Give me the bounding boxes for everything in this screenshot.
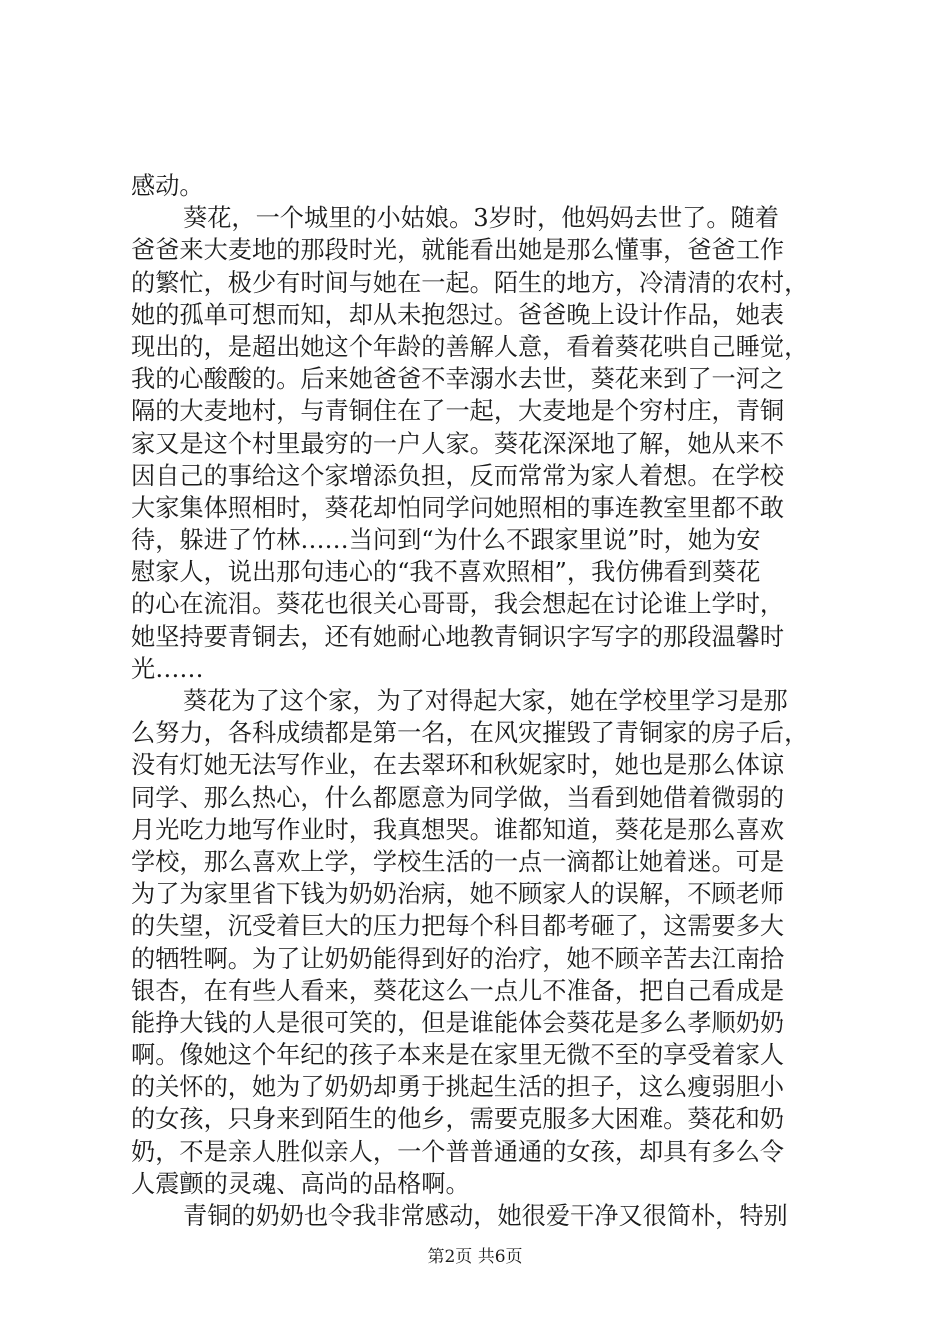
text-line: 她的孤单可想而知，却从未抱怨过。爸爸晚上设计作品，她表	[131, 300, 785, 329]
text-line: 银杏，在有些人看来，葵花这么一点儿不准备，把自己看成是	[131, 976, 785, 1005]
text-line: 现出的，是超出她这个年龄的善解人意，看着葵花哄自己睡觉，	[131, 332, 809, 361]
text-line: 学校，那么喜欢上学，学校生活的一点一滴都让她着迷。可是	[131, 847, 785, 876]
text-line: 能挣大钱的人是很可笑的，但是谁能体会葵花是多么孝顺奶奶	[131, 1008, 785, 1037]
text-line: 奶，不是亲人胜似亲人，一个普普通通的女孩，却具有多么令	[131, 1137, 785, 1166]
text-line: 葵花，一个城里的小姑娘。3岁时，他妈妈去世了。随着	[183, 204, 779, 233]
text-line: 的关怀的，她为了奶奶却勇于挑起生活的担子，这么瘦弱胆小	[131, 1073, 785, 1102]
body-text	[131, 170, 827, 1232]
text-line: 么努力，各科成绩都是第一名，在风灾摧毁了青铜家的房子后，	[131, 719, 809, 748]
text-line: 感动。	[131, 172, 204, 200]
text-line: 的失望，沉受着巨大的压力把每个科目都考砸了，这需要多大	[131, 912, 785, 941]
text-line: 我的心酸酸的。后来她爸爸不幸溺水去世，葵花来到了一河之	[131, 365, 785, 394]
text-line: 慰家人，说出那句违心的“我不喜欢照相”，我仿佛看到葵花	[131, 558, 761, 587]
text-line: 为了为家里省下钱为奶奶治病，她不顾家人的误解，不顾老师	[131, 880, 785, 909]
text-line: 人震颤的灵魂、高尚的品格啊。	[131, 1169, 470, 1198]
text-line: 青铜的奶奶也令我非常感动，她很爱干净又很简朴，特别	[183, 1202, 788, 1230]
text-line: 没有灯她无法写作业，在去翠环和秋妮家时，她也是那么体谅	[131, 751, 785, 780]
text-line: 大家集体照相时，葵花却怕同学问她照相的事连教室里都不敢	[131, 493, 785, 522]
text-line: 同学、那么热心，什么都愿意为同学做，当看到她借着微弱的	[131, 783, 785, 812]
text-line: 家又是这个村里最穷的一户人家。葵花深深地了解，她从来不	[131, 429, 785, 458]
page-footer: 第2页 共6页	[427, 1247, 523, 1267]
text-line: 月光吃力地写作业时，我真想哭。谁都知道，葵花是那么喜欢	[131, 815, 785, 844]
text-line: 的繁忙，极少有时间与她在一起。陌生的地方，冷清清的农村，	[131, 268, 809, 297]
text-line: 啊。像她这个年纪的孩子本来是在家里无微不至的享受着家人	[131, 1041, 785, 1070]
text-line: 的牺牲啊。为了让奶奶能得到好的治疗，她不顾辛苦去江南拾	[131, 944, 785, 973]
text-line: 光……	[131, 654, 204, 683]
text-line: 她坚持要青铜去，还有她耐心地教青铜识字写字的那段温馨时	[131, 622, 785, 651]
text-line: 的女孩，只身来到陌生的他乡，需要克服多大困难。葵花和奶	[131, 1105, 785, 1134]
text-line: 爸爸来大麦地的那段时光，就能看出她是那么懂事，爸爸工作	[131, 236, 785, 265]
text-line: 待，躲进了竹林……当问到“为什么不跟家里说”时，她为安	[131, 526, 761, 555]
text-line: 的心在流泪。葵花也很关心哥哥，我会想起在讨论谁上学时，	[131, 590, 785, 619]
text-line: 因自己的事给这个家增添负担，反而常常为家人着想。在学校	[131, 461, 785, 490]
text-line: 隔的大麦地村，与青铜住在了一起，大麦地是个穷村庄，青铜	[131, 397, 785, 426]
text-line: 葵花为了这个家，为了对得起大家，她在学校里学习是那	[183, 687, 788, 715]
